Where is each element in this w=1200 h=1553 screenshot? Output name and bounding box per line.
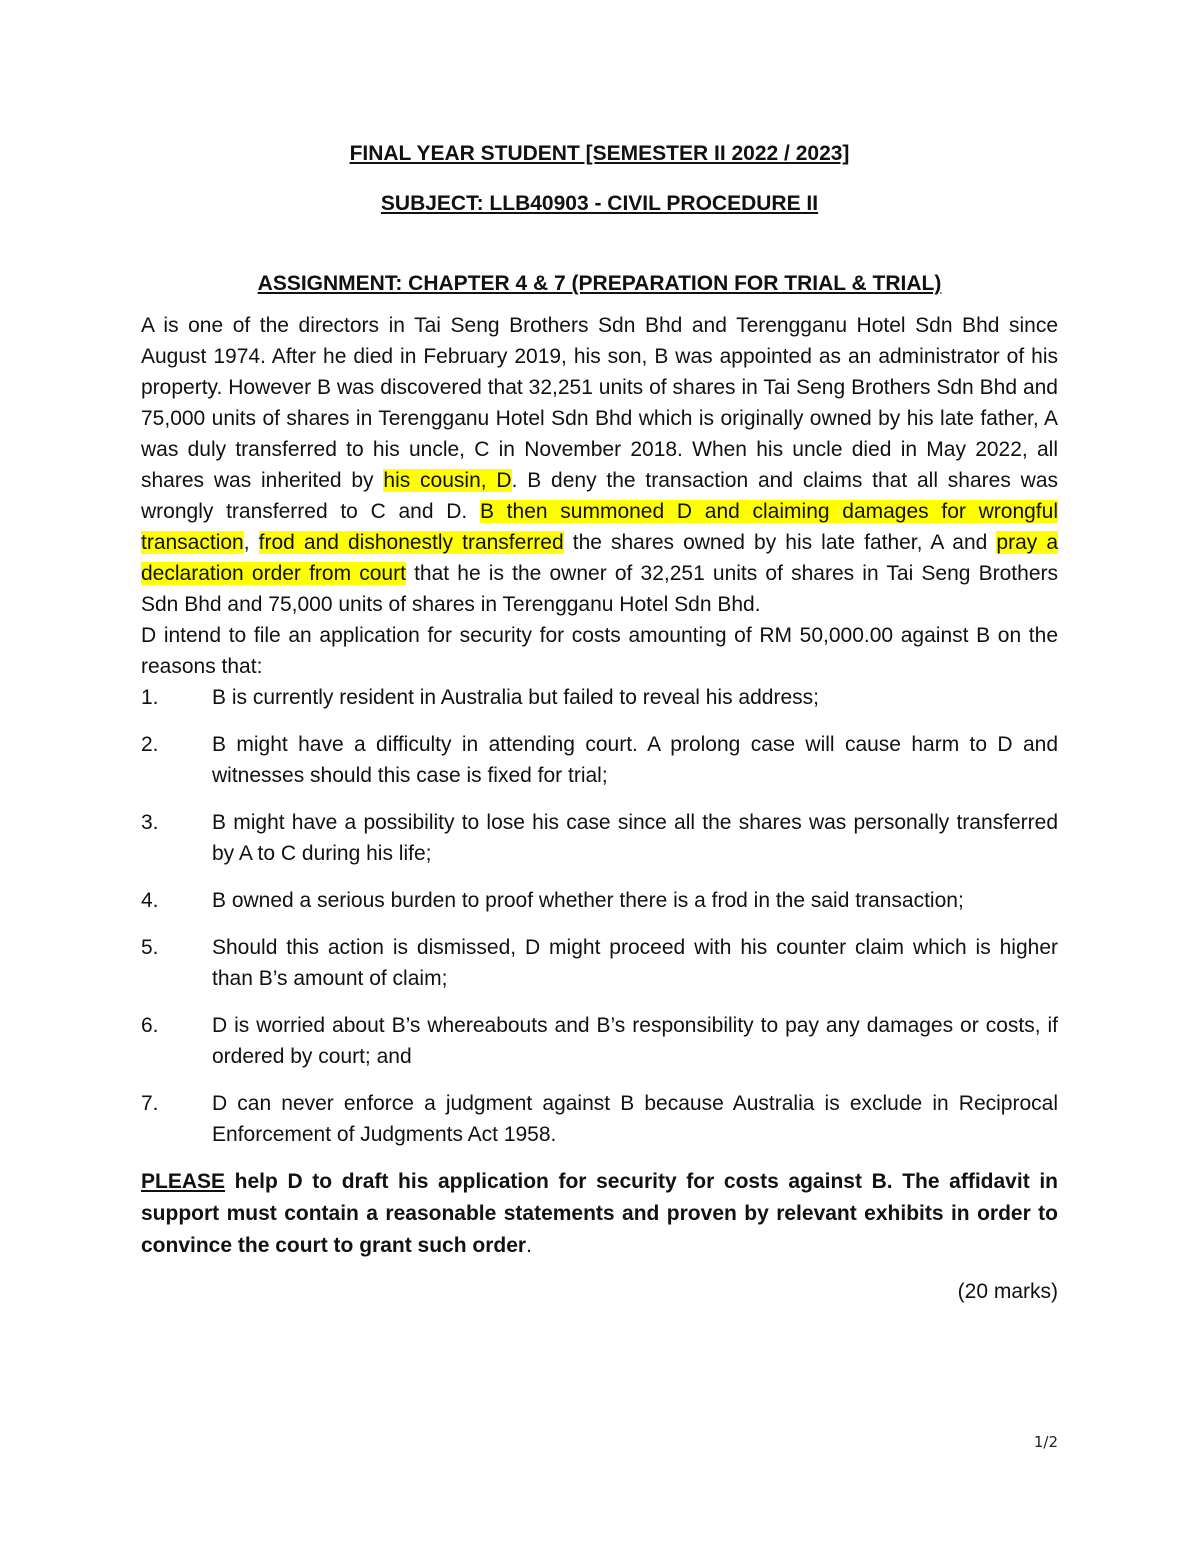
list-item — [141, 1088, 1058, 1150]
highlight-declaration-order: pray a declaration order from court — [141, 531, 1059, 585]
list-item — [141, 885, 1058, 916]
list-item — [141, 682, 1058, 713]
list-item-text: B owned a serious burden to proof whether there is a frod in the said transaction; — [212, 889, 964, 912]
list-item-number: 2. — [141, 733, 159, 756]
marks-label: (20 marks) — [957, 1280, 1058, 1303]
facts-text: that he is the owner of 32,251 units of shares in Tai Seng Brothers Sdn Bhd and 75,000 units of shares in Terengganu Hotel Sdn Bhd. — [141, 562, 1058, 616]
instruction-please: PLEASE — [141, 1170, 226, 1193]
task-instruction — [141, 1166, 1058, 1262]
facts-text: A is one of the directors in Tai Seng Brothers Sdn Bhd and Terengganu Hotel Sdn Bhd since August 1974. After he died in February 2019, his son, B was appointed as an administrator of his property. However B was discovered that 32,251 units of shares in Tai Seng Brothers Sdn Bhd and 75,000 units of shares in Terengganu Hotel Sdn Bhd which is originally owned by his late father, A was duly transferred to his uncle, C in November 2018. When his uncle died in May 2022, all shares was inherited by — [141, 314, 1058, 492]
highlight-frod-dishonestly: frod and dishonestly transferred — [258, 531, 564, 554]
list-item-text: D is worried about B’s whereabouts and B’s responsibility to pay any damages or costs, if ordered by court; and — [212, 1014, 1058, 1068]
facts-paragraph — [141, 310, 1058, 620]
list-item-number: 7. — [141, 1092, 159, 1115]
list-item-number: 5. — [141, 936, 159, 959]
list-item-number: 3. — [141, 811, 159, 834]
highlight-his-cousin: his cousin, D — [383, 469, 512, 492]
list-item — [141, 729, 1058, 791]
page-number: 1/2 — [1033, 1433, 1058, 1451]
list-item-text: Should this action is dismissed, D might proceed with his counter claim which is higher than B’s amount of claim; — [212, 936, 1058, 990]
list-item-number: 4. — [141, 889, 159, 912]
header-subject: SUBJECT: LLB40903 - CIVIL PROCEDURE II — [380, 192, 819, 215]
security-intro: D intend to file an application for security for costs amounting of RM 50,000.00 against B on the reasons that: — [141, 624, 1058, 678]
list-item-text: D can never enforce a judgment against B because Australia is exclude in Reciprocal Enforcement of Judgments Act 1958. — [212, 1092, 1058, 1146]
list-item-number: 1. — [141, 686, 159, 709]
list-item — [141, 1010, 1058, 1072]
list-item — [141, 807, 1058, 869]
instruction-body: help D to draft his application for security for costs against B. The affidavit in support must contain a reasonable statements and proven by relevant exhibits in order to convince the court to grant such order — [141, 1170, 1058, 1257]
document-content — [141, 140, 1058, 1307]
header-assignment: ASSIGNMENT: CHAPTER 4 & 7 (PREPARATION FOR TRIAL & TRIAL) — [257, 272, 942, 295]
highlight-summoned-damages: B then summoned D and claiming damages for wrongful transaction — [141, 500, 1058, 554]
facts-text: the shares owned by his late father, A and — [563, 531, 997, 554]
list-item — [141, 932, 1058, 994]
header-semester: FINAL YEAR STUDENT [SEMESTER II 2022 / 2023] — [349, 142, 850, 165]
facts-text: . B deny the transaction and claims that all shares was wrongly transferred to C and D. — [141, 469, 1058, 523]
list-item-text: B might have a possibility to lose his case since all the shares was personally transferred by A to C during his life; — [212, 811, 1058, 865]
facts-text: , — [243, 531, 259, 554]
instruction-period: . — [526, 1234, 532, 1257]
list-item-number: 6. — [141, 1014, 159, 1037]
reasons-list — [141, 682, 1058, 1150]
list-item-text: B might have a difficulty in attending court. A prolong case will cause harm to D and witnesses should this case is fixed for trial; — [212, 733, 1058, 787]
list-item-text: B is currently resident in Australia but failed to reveal his address; — [212, 686, 819, 709]
